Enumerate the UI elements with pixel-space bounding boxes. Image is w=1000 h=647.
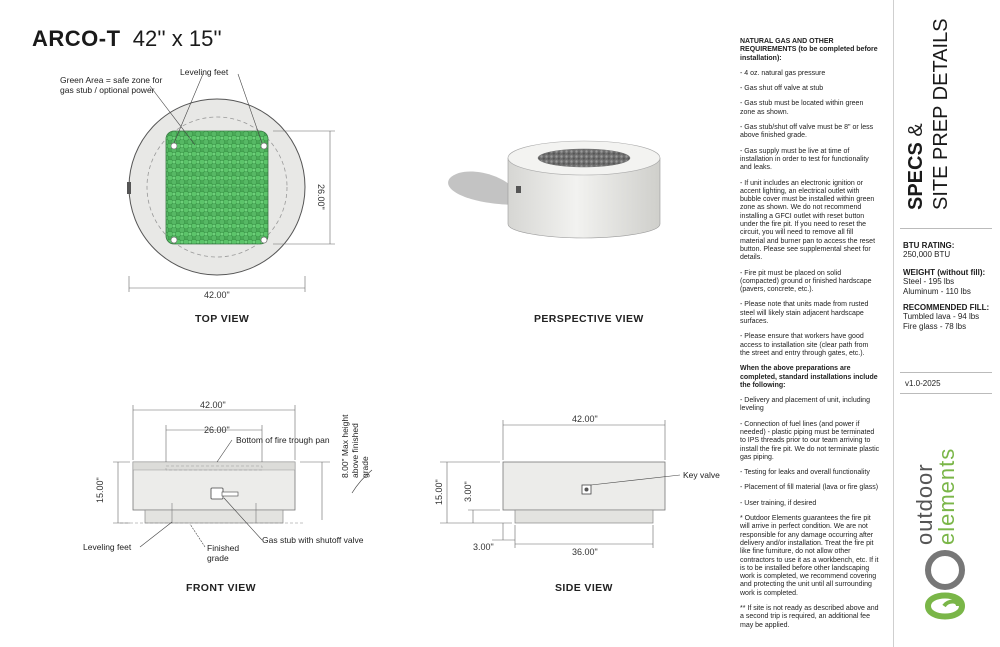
weight-aluminum: Aluminum - 110 lbs xyxy=(903,286,971,296)
installation-item: - Connection of fuel lines (and power if needed) - plastic piping must be terminated to IPS threads prior to our team arriving to install the fire pit. We do not terminate plastic gas piping. xyxy=(740,420,880,461)
leveling-feet-top-annotation: Leveling feet xyxy=(180,67,229,77)
requirements-text xyxy=(740,38,880,637)
side-base-dimension: 36.00" xyxy=(572,547,598,557)
divider xyxy=(900,228,992,229)
model-size: 42'' x 15'' xyxy=(132,26,222,51)
leveling-foot-marker xyxy=(171,237,177,243)
side-base-offset-dimension: 3.00" xyxy=(473,542,494,552)
installation-item: - Testing for leaks and overall functionality xyxy=(740,469,870,477)
annotation-line: grade xyxy=(360,456,370,478)
fill-spec xyxy=(903,303,989,331)
specs-amp: & xyxy=(905,123,927,143)
requirements-heading: NATURAL GAS AND OTHER REQUIREMENTS (to be completed before installation): xyxy=(740,38,878,62)
annotation-line: above finished xyxy=(350,423,360,478)
requirement-item: - Please ensure that workers have good access to installation site (clear path from the street and entry through gates, etc.). xyxy=(740,333,869,357)
fill-label: RECOMMENDED FILL: xyxy=(903,303,990,312)
leveling-foot-marker xyxy=(261,237,267,243)
specs-heading xyxy=(905,18,965,218)
front-inner-dimension: 26.00" xyxy=(204,425,230,435)
annotation-line: gas stub / optional power xyxy=(60,85,155,95)
weight-spec xyxy=(903,268,985,296)
gas-stub-annotation: Gas stub with shutoff valve xyxy=(262,535,364,545)
brand-word-elements: elements xyxy=(934,447,959,545)
side-inset-dimension: 3.00" xyxy=(463,481,473,502)
installation-item: - User training, if desired xyxy=(740,499,817,507)
leveling-feet-front-annotation: Leveling feet xyxy=(83,542,132,552)
divider xyxy=(900,393,992,394)
installation-item: - Placement of fill material (lava or fire glass) xyxy=(740,484,879,492)
fee-note: ** If site is not ready as described above and a second trip is required, an additional fee may be applied. xyxy=(740,605,879,629)
requirement-item: - Gas supply must be live at time of installation in order to test for functionality and leaks. xyxy=(740,147,869,172)
requirement-item: - Gas stub/shut off valve must be 8" or less above finished grade. xyxy=(740,124,874,140)
leveling-foot-marker xyxy=(171,143,177,149)
requirement-item: - If unit includes an electronic ignition or accent lighting, an electrical outlet with bubble cover must be installed within green zone as shown. We do not recommend installing a GFCI outlet with reset button under the fire pit. If you need to reset the circuit, you will need to remove all fill material and burner pan to access the reset button. Please see supplemental sheet for details. xyxy=(740,179,876,262)
guarantee-note: * Outdoor Elements guarantees the fire pit will arrive in perfect condition. We are not responsible for any damage occurring after delivery and/or installation. Treat the fire pit like fine furniture, do not allow other contractors to use it as a workbench, etc. If it is to be installed before other landscaping work is completed, we recommend covering and protecting the unit until all surrounding work is completed. xyxy=(740,515,879,597)
requirement-item: - Gas stub must be located within green zone as shown. xyxy=(740,100,864,116)
fill-lava: Tumbled lava - 94 lbs xyxy=(903,312,980,321)
green-safe-zone xyxy=(166,131,268,244)
annotation-line: Green Area = safe zone for xyxy=(60,75,163,85)
btu-spec xyxy=(903,241,954,260)
green-area-annotation xyxy=(60,75,162,95)
btu-label: BTU RATING: xyxy=(903,241,955,250)
perspective-view-drawing xyxy=(448,141,660,238)
requirement-item: - Fire pit must be placed on solid (compacted) ground or finished hardscape (pavers, concrete, etc.). xyxy=(740,269,872,294)
max-height-annotation xyxy=(340,414,370,478)
key-valve-annotation: Key valve xyxy=(683,470,720,480)
site-prep-heading: SITE PREP DETAILS xyxy=(930,18,952,210)
version-label: v1.0-2025 xyxy=(905,379,941,388)
top-depth-dimension: 26.00" xyxy=(316,184,326,210)
front-width-dimension: 42.00" xyxy=(200,400,226,410)
side-height-dimension: 15.00" xyxy=(434,479,444,505)
btu-value: 250,000 BTU xyxy=(903,250,951,259)
specs-word: SPECS xyxy=(905,142,927,210)
bottom-trough-annotation: Bottom of fire trough pan xyxy=(236,435,330,445)
front-view-label: FRONT VIEW xyxy=(186,582,256,594)
installation-item: - Delivery and placement of unit, including leveling xyxy=(740,397,870,413)
perspective-view-label: PERSPECTIVE VIEW xyxy=(534,313,644,325)
divider xyxy=(900,372,992,373)
installation-heading: When the above preparations are completed, standard installations include the following: xyxy=(740,365,878,389)
fill-glass: Fire glass - 78 lbs xyxy=(903,321,967,331)
brand-logo-icon xyxy=(914,548,976,628)
annotation-line: 8.00" Max height xyxy=(340,414,350,478)
requirement-item: - 4 oz. natural gas pressure xyxy=(740,69,826,77)
weight-label: WEIGHT (without fill): xyxy=(903,268,986,277)
side-view-label: SIDE VIEW xyxy=(555,582,613,594)
leveling-foot-marker xyxy=(261,143,267,149)
front-view-drawing xyxy=(113,405,372,547)
top-width-dimension: 42.00" xyxy=(204,290,230,300)
model-name: ARCO-T xyxy=(32,26,121,51)
front-height-dimension: 15.00" xyxy=(95,477,105,503)
gas-stub-icon xyxy=(211,488,223,499)
requirement-item: - Gas shut off valve at stub xyxy=(740,85,824,93)
weight-steel: Steel - 195 lbs xyxy=(903,277,955,286)
side-width-dimension: 42.00" xyxy=(572,414,598,424)
top-view-label: TOP VIEW xyxy=(195,313,250,325)
annotation-line: Finished xyxy=(207,543,240,553)
side-view-drawing xyxy=(440,420,680,548)
annotation-line: grade xyxy=(207,553,229,563)
top-view-drawing xyxy=(127,74,335,292)
brand-word-outdoor: outdoor xyxy=(912,463,937,545)
finished-grade-annotation xyxy=(207,543,239,563)
requirement-item: - Please note that units made from rusted steel will likely stain adjacent hardscape surfaces. xyxy=(740,301,869,326)
